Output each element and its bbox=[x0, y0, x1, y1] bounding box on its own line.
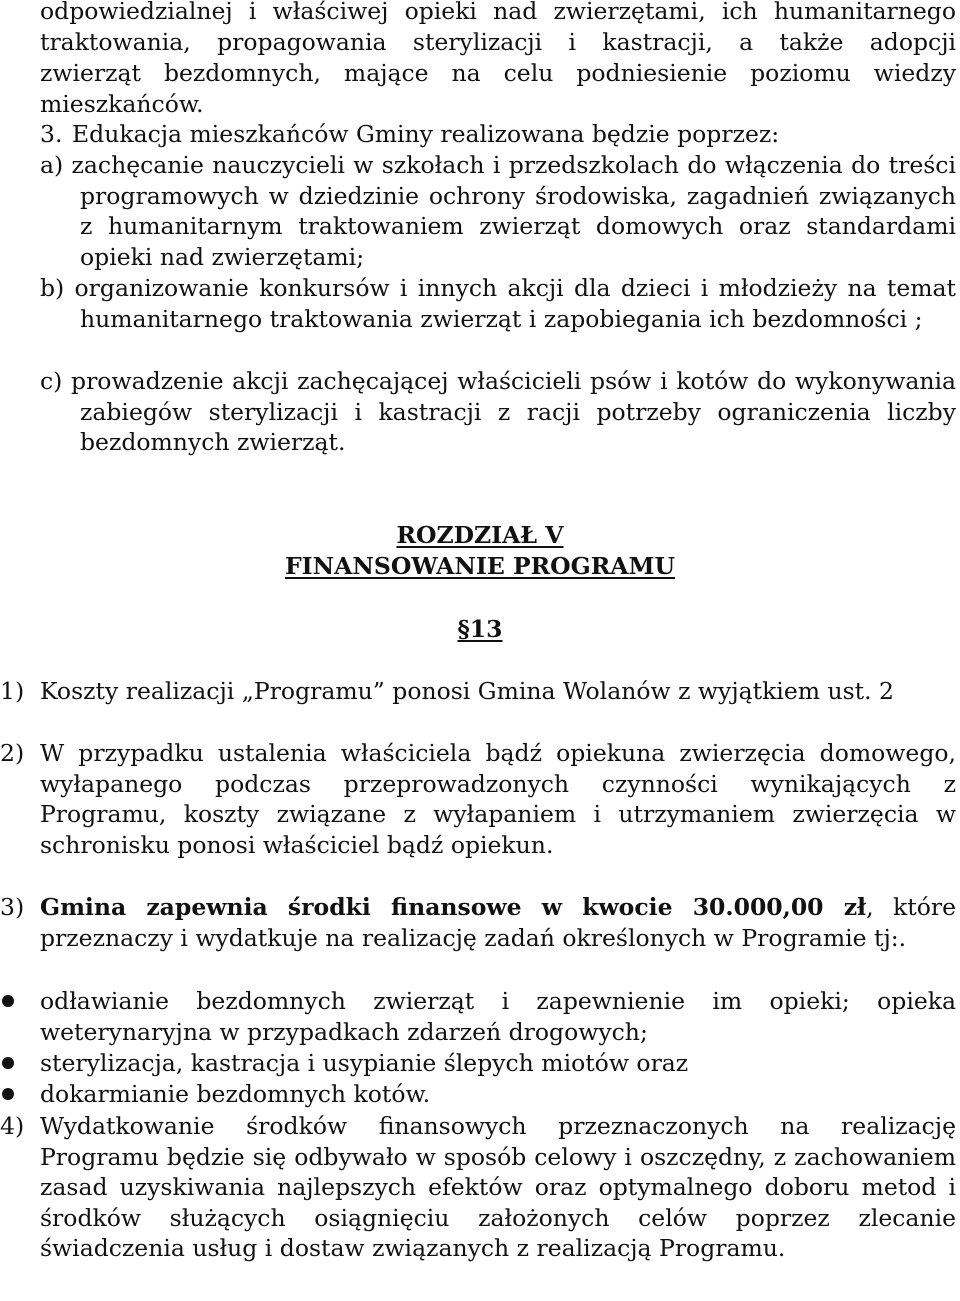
point-3-item-c-text: c) prowadzenie akcji zachęcającej właścicieli psów i kotów do wykonywania zabiegów sterylizacji i kastracji z racji potrzeby ograniczenia liczby bezdomnych zwierząt. bbox=[40, 367, 956, 457]
chapter-subtitle bbox=[0, 551, 960, 582]
intro-line-4: mieszkańców. bbox=[40, 90, 204, 118]
section-number bbox=[0, 614, 960, 645]
point-3-item-c bbox=[40, 366, 956, 458]
bullet-3-marker bbox=[2, 1088, 14, 1100]
section-sign: § bbox=[457, 615, 470, 643]
item-3-text bbox=[40, 892, 956, 953]
item-1-number: 1) bbox=[0, 677, 25, 705]
chapter-title-text: ROZDZIAŁ V bbox=[396, 521, 564, 549]
intro-line-2: traktowania, propagowania sterylizacji i kastracji, a także adopcji bbox=[40, 28, 956, 56]
point-3-number: 3. bbox=[40, 120, 63, 148]
point-3-item-a bbox=[40, 150, 956, 272]
chapter-title bbox=[0, 520, 960, 551]
point-3-item-b bbox=[40, 273, 956, 334]
bullet-2-marker bbox=[2, 1057, 14, 1069]
chapter-subtitle-text: FINANSOWANIE PROGRAMU bbox=[284, 552, 675, 580]
bullet-3-text: dokarmianie bezdomnych kotów. bbox=[40, 1080, 431, 1108]
item-4-number: 4) bbox=[0, 1112, 25, 1140]
point-3-item-b-text: b) organizowanie konkursów i innych akcji dla dzieci i młodzieży na temat humanitarnego traktowania zwierząt i zapobiegania ich bezdomności ; bbox=[40, 274, 956, 333]
point-3-item-a-text: a) zachęcanie nauczycieli w szkołach i przedszkolach do włączenia do treści programowych w dziedzinie ochrony środowiska, zagadnień związanych z humanitarnym traktowaniem zwierząt domowych oraz standardami opieki nad zwierzętami; bbox=[40, 151, 956, 271]
intro-line-1: odpowiedzialnej i właściwej opieki nad zwierzętami, ich humanitarnego bbox=[40, 0, 956, 25]
item-3-bold-text: Gmina zapewnia środki finansowe w kwocie 30.000,00 zł bbox=[40, 893, 867, 921]
intro-line-3: zwierząt bezdomnych, mające na celu podniesienie poziomu wiedzy bbox=[40, 59, 956, 87]
item-1-text: Koszty realizacji „Programu” ponosi Gmina Wolanów z wyjątkiem ust. 2 bbox=[40, 677, 895, 705]
item-2-number: 2) bbox=[0, 739, 25, 767]
item-3-rest-text: , które przeznaczy i wydatkuje na realizację zadań określonych w Programie tj:. bbox=[40, 893, 956, 952]
point-3-text: Edukacja mieszkańców Gminy realizowana będzie poprzez: bbox=[72, 120, 780, 148]
bullet-1-text: odławianie bezdomnych zwierząt i zapewnienie im opieki; opieka weterynaryjna w przypadkach zdarzeń drogowych; bbox=[40, 987, 956, 1046]
bullet-1-marker bbox=[2, 995, 14, 1007]
section-number-text: 13 bbox=[469, 615, 503, 643]
item-3-number: 3) bbox=[0, 893, 25, 921]
bullet-2-text: sterylizacja, kastracja i usypianie ślepych miotów oraz bbox=[40, 1049, 689, 1077]
item-4-text: Wydatkowanie środków finansowych przeznaczonych na realizację Programu będzie się odbywało w sposób celowy i oszczędny, z zachowaniem zasad uzyskiwania najlepszych efektów oraz optymalnego doboru metod i środków służących osiągnięciu założonych celów poprzez zlecanie świadczenia usług i dostaw związanych z realizacją Programu. bbox=[40, 1112, 956, 1263]
item-2-text: W przypadku ustalenia właściciela bądź opiekuna zwierzęcia domowego, wyłapanego podczas przeprowadzonych czynności wynikających z Programu, koszty związane z wyłapaniem i utrzymaniem zwierzęcia w schronisku ponosi właściciel bądź opiekun. bbox=[40, 739, 956, 859]
